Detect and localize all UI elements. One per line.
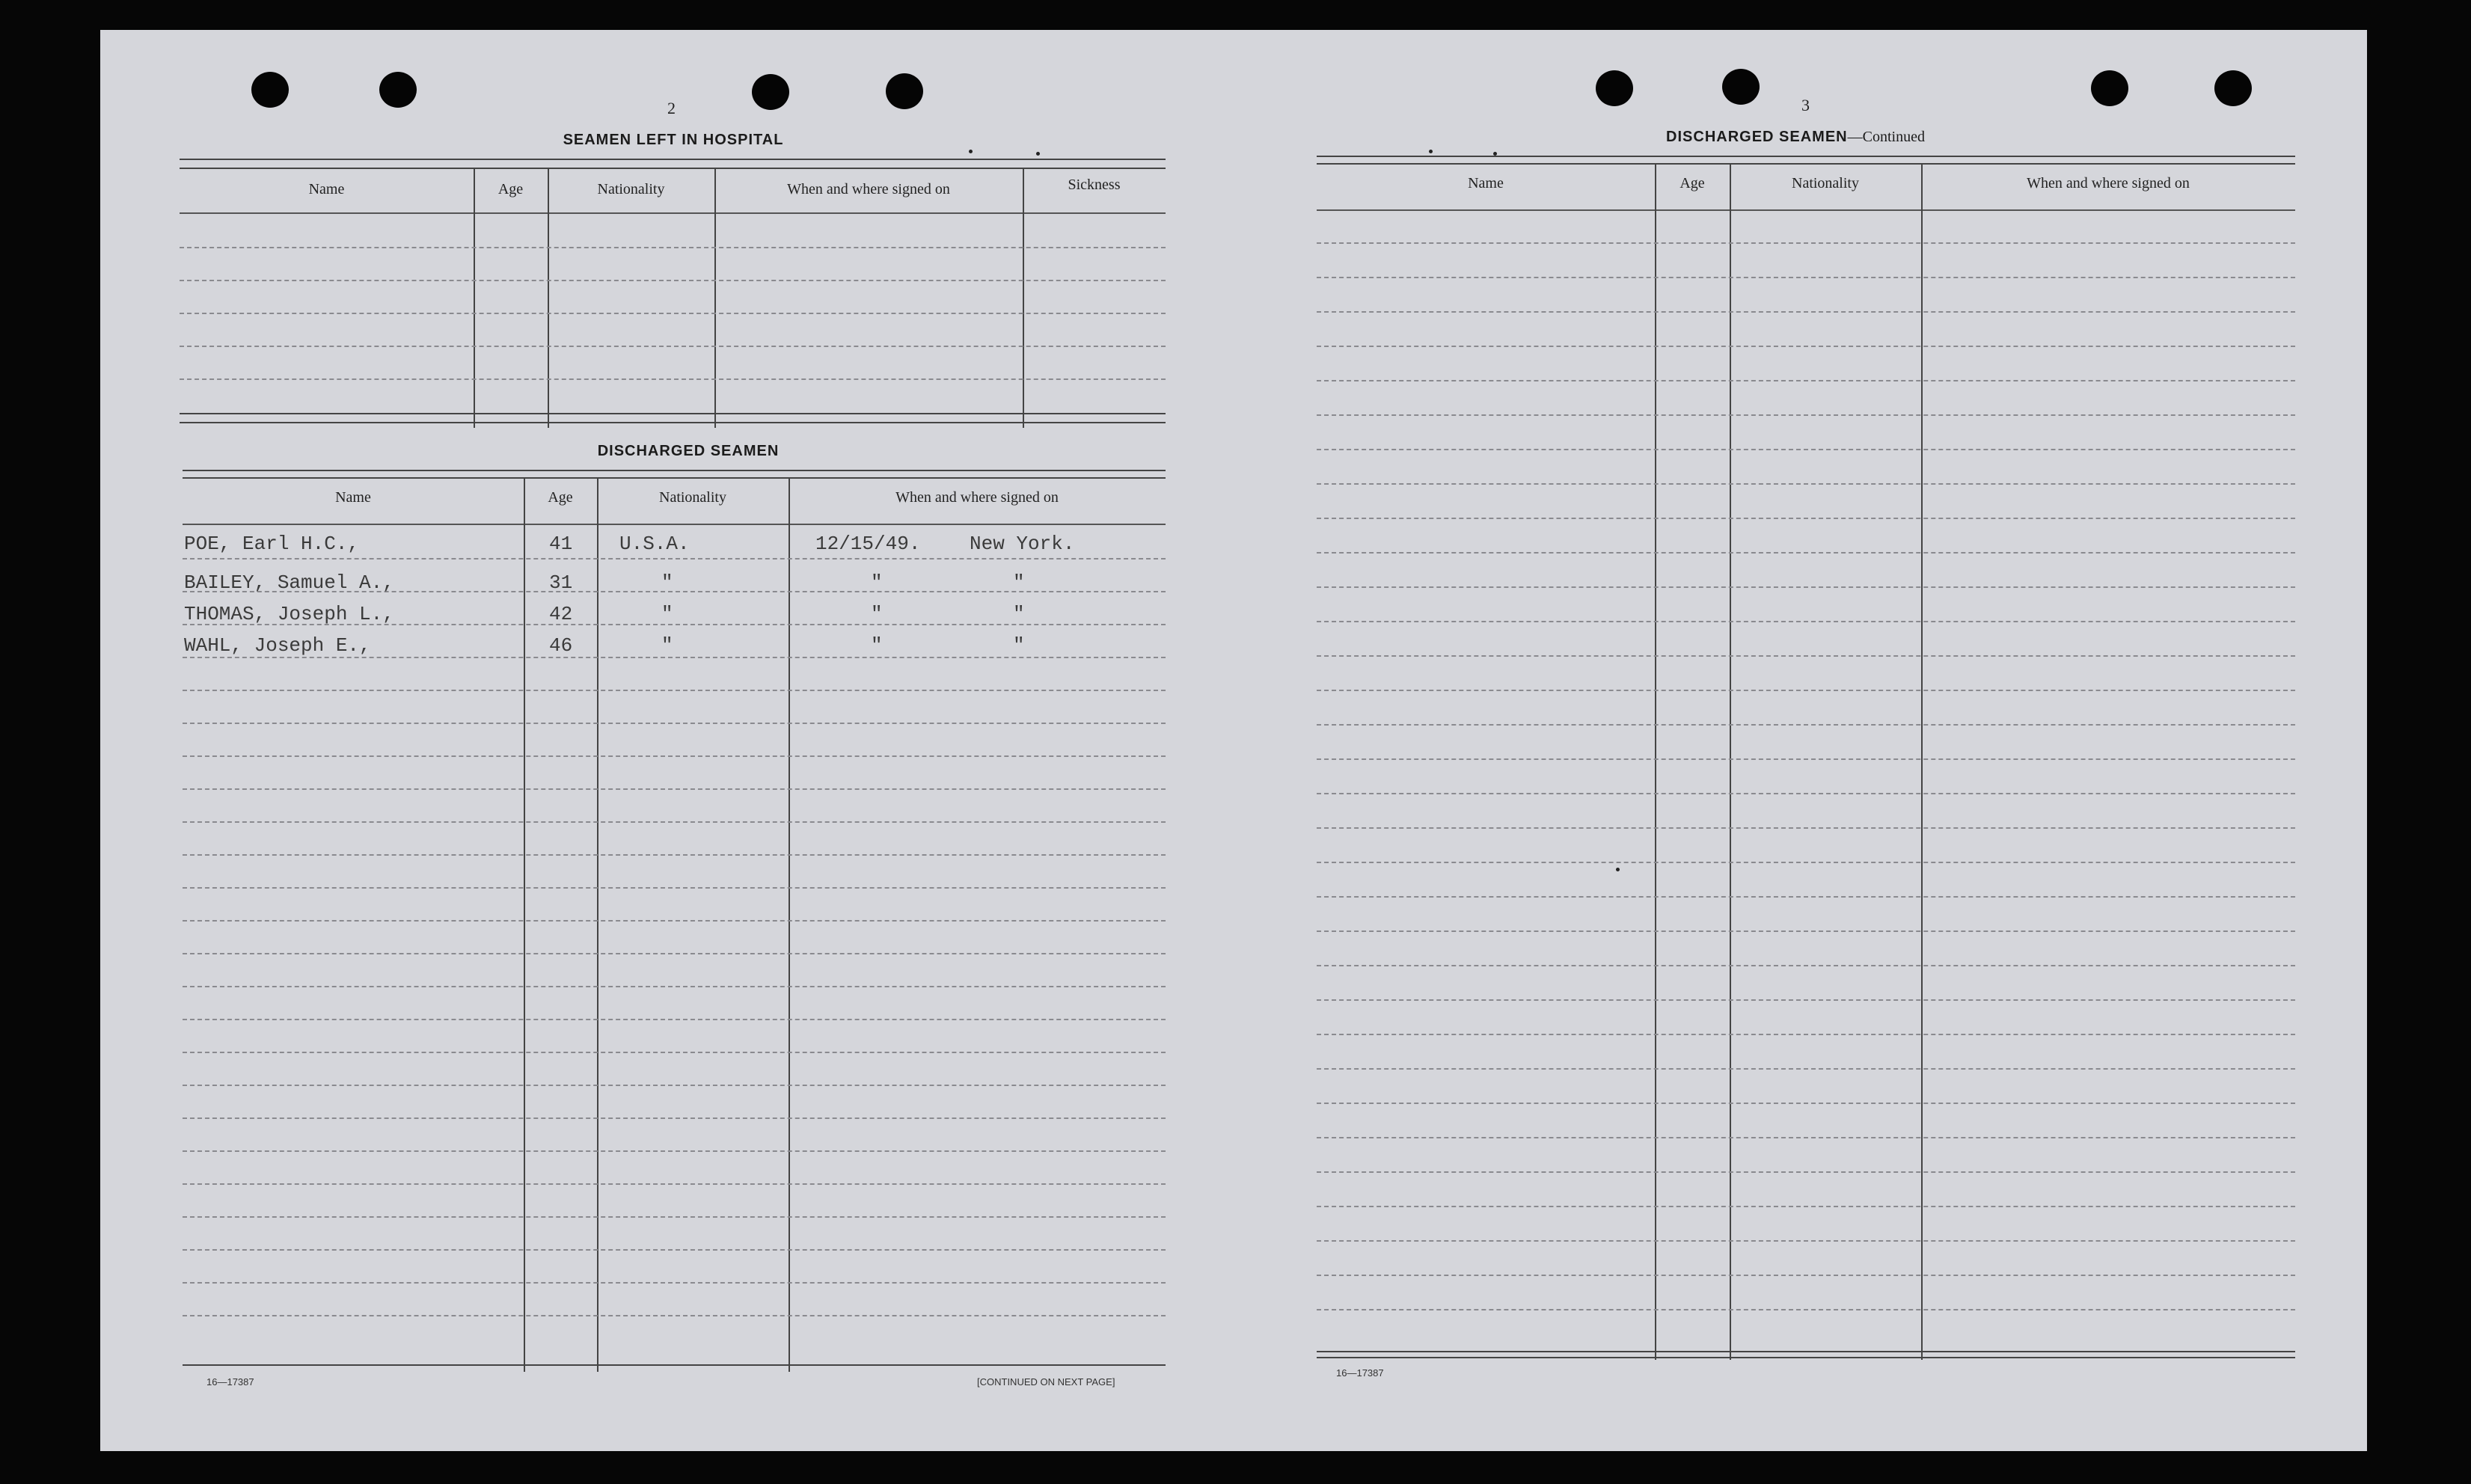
table-cell-signed-date: ": [871, 603, 883, 625]
table-cell-nationality: ": [661, 634, 673, 657]
dust-speck: [1429, 150, 1433, 153]
punch-hole: [752, 74, 789, 110]
col-header-age: Age: [497, 181, 524, 197]
col-header-name: Name: [335, 489, 371, 506]
table-cell-name: THOMAS, Joseph L.,: [184, 603, 394, 625]
punch-hole: [1596, 70, 1633, 106]
discharged-continued-table: [1317, 156, 2295, 1360]
punch-hole: [251, 72, 289, 108]
col-header-signed-on: When and where signed on: [2027, 175, 2190, 191]
table-cell-name: POE, Earl H.C.,: [184, 533, 360, 555]
table-cell-name: BAILEY, Samuel A.,: [184, 571, 394, 594]
punch-hole: [886, 73, 923, 109]
punch-hole: [2214, 70, 2252, 106]
discharged-continued-title-main: DISCHARGED SEAMEN: [1666, 129, 1848, 145]
form-number-right: 16—17387: [1336, 1367, 1384, 1379]
page-number-left: 2: [667, 99, 676, 117]
punch-hole: [1722, 69, 1760, 105]
form-number-left: 16—17387: [206, 1376, 254, 1388]
hospital-table: [180, 159, 1166, 422]
col-header-nationality: Nationality: [659, 489, 726, 506]
col-header-signed-on: When and where signed on: [895, 489, 1059, 506]
table-cell-signed-date: ": [871, 634, 883, 657]
table-cell-signed-place: ": [1013, 603, 1025, 625]
table-cell-age: 42: [549, 603, 573, 625]
table-cell-age: 41: [549, 533, 573, 555]
col-header-sickness: Sickness: [1068, 177, 1121, 193]
continued-suffix: —Continued: [1847, 129, 1925, 145]
table-cell-signed-place: ": [1013, 571, 1025, 594]
table-cell-signed-date: 12/15/49.: [815, 533, 921, 555]
table-cell-signed-place: ": [1013, 634, 1025, 657]
col-header-nationality: Nationality: [1792, 175, 1859, 191]
col-header-signed-on: When and where signed on: [787, 181, 950, 197]
page-number-right: 3: [1801, 96, 1810, 114]
punch-hole: [379, 72, 417, 108]
punch-hole: [2091, 70, 2128, 106]
col-header-name: Name: [308, 181, 345, 197]
table-cell-signed-place: New York.: [970, 533, 1075, 555]
continued-note: [CONTINUED ON NEXT PAGE]: [977, 1376, 1115, 1388]
col-header-age: Age: [1680, 175, 1705, 191]
discharged-table: [183, 470, 1166, 1372]
col-header-age: Age: [548, 489, 573, 506]
table-cell-nationality: U.S.A.: [619, 533, 690, 555]
col-header-name: Name: [1468, 175, 1504, 191]
table-cell-nationality: ": [661, 603, 673, 625]
col-header-nationality: Nationality: [597, 181, 665, 197]
table-cell-signed-date: ": [871, 571, 883, 594]
table-cell-age: 46: [549, 634, 573, 657]
table-cell-age: 31: [549, 571, 573, 594]
dust-speck: [969, 150, 973, 153]
table-cell-nationality: ": [661, 571, 673, 594]
discharged-continued-title: [1571, 129, 2020, 146]
dust-speck: [1036, 152, 1040, 156]
hospital-section-title: SEAMEN LEFT IN HOSPITAL: [563, 132, 784, 148]
table-cell-name: WAHL, Joseph E.,: [184, 634, 371, 657]
discharged-section-title: DISCHARGED SEAMEN: [597, 443, 780, 459]
